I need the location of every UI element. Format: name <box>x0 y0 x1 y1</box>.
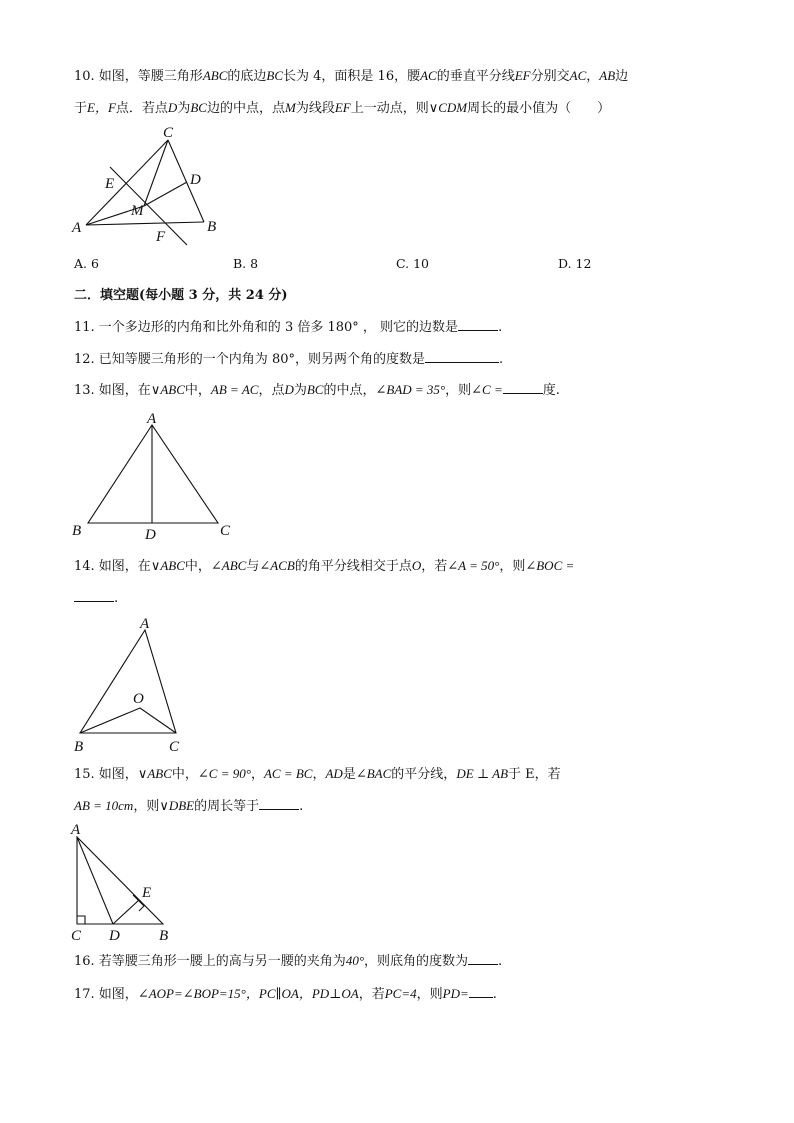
q15-perp-de <box>113 900 139 924</box>
q15-bisector-ad <box>77 837 113 924</box>
q11: 11. 一个多边形的内角和比外角和的 3 倍多 180° ， 则它的边数是 . <box>74 320 503 335</box>
choice-b: B. 8 <box>233 256 259 271</box>
section-heading: 二．填空题(每小题 3 分，共 24 分) <box>74 288 288 303</box>
q15-label-e: E <box>142 885 152 901</box>
q10-label-c: C <box>163 125 174 141</box>
q15-label-c: C <box>71 928 82 944</box>
q14-blank <box>74 589 114 602</box>
q10-label-m: M <box>131 203 144 219</box>
q10-label-d: D <box>190 172 201 188</box>
q16-blank <box>468 952 498 965</box>
q10-side-ab <box>86 222 204 225</box>
q15-line1: 15. 如图，∨ABC中，∠C = 90°，AC = BC，AD是∠BAC的平分线，DE ⊥ AB于 E，若 <box>74 766 561 782</box>
q14: 14. 如图，在∨ABC中，∠ABC与∠ACB的角平分线相交于点O，若∠A = 50°，则∠BOC = <box>74 558 575 574</box>
q10-side-ac <box>86 140 168 225</box>
q15-triangle <box>77 837 163 924</box>
q14-label-a: A <box>140 616 150 632</box>
choice-c: C. 10 <box>396 256 429 271</box>
q14-answer-line: . <box>74 589 118 608</box>
q13-blank <box>503 381 543 394</box>
q14-label-c: C <box>169 739 180 755</box>
q13-label-c: C <box>220 523 231 539</box>
q13: 13. 如图，在∨ABC中，AB = AC，点D为BC的中点，∠BAD = 35°，则∠C = 度. <box>74 382 560 398</box>
q12: 12. 已知等腰三角形的一个内角为 80°，则另两个角的度数是 . <box>74 352 504 367</box>
q15-label-a: A <box>71 822 81 838</box>
q13-label-a: A <box>147 411 157 427</box>
q15-blank <box>259 797 299 810</box>
q13-triangle <box>88 425 218 523</box>
q14-triangle <box>80 630 176 733</box>
q13-figure <box>70 408 240 543</box>
q10-label-e: E <box>105 176 115 192</box>
q10-label-a: A <box>72 220 82 236</box>
q17-blank <box>469 985 493 998</box>
q17: 17. 如图，∠AOP=∠BOP=15°，PC∥OA，PD⊥OA，若PC=4，则PD= . <box>74 986 497 1002</box>
q10-line1: 10. 如图，等腰三角形ABC的底边BC长为 4，面积是 16，腰AC的垂直平分线EF分别交AC，AB边 <box>74 68 629 84</box>
q10-seg-md <box>144 182 187 206</box>
q15-figure <box>68 820 183 945</box>
q10-choices <box>74 256 634 274</box>
q10-line-ef <box>110 167 187 245</box>
q10-seg-cm <box>144 140 168 206</box>
q15-line2: AB = 10cm，则∨DBE的周长等于 . <box>74 798 304 814</box>
q10-label-f: F <box>156 229 166 245</box>
q14-bisectors <box>80 708 176 733</box>
q11-blank <box>458 318 498 331</box>
q13-label-d: D <box>145 527 156 543</box>
q14-label-b: B <box>74 739 84 755</box>
q13-label-b: B <box>72 523 82 539</box>
choice-d: D. 12 <box>558 256 592 271</box>
q12-blank <box>425 350 499 363</box>
q15-label-b: B <box>159 928 169 944</box>
q10-figure <box>68 122 218 247</box>
choice-a: A. 6 <box>74 256 99 271</box>
q15-right-angle-c <box>77 916 85 924</box>
q14-label-o: O <box>133 691 144 707</box>
q16: 16. 若等腰三角形一腰上的高与另一腰的夹角为40°，则底角的度数为 . <box>74 953 503 969</box>
q10-label-b: B <box>207 219 217 235</box>
q10-line2: 于E，F点．若点D为BC边的中点，点M为线段EF上一动点，则∨CDM周长的最小值为（ ） <box>74 100 611 116</box>
q14-figure <box>70 612 200 757</box>
q15-label-d: D <box>109 928 120 944</box>
